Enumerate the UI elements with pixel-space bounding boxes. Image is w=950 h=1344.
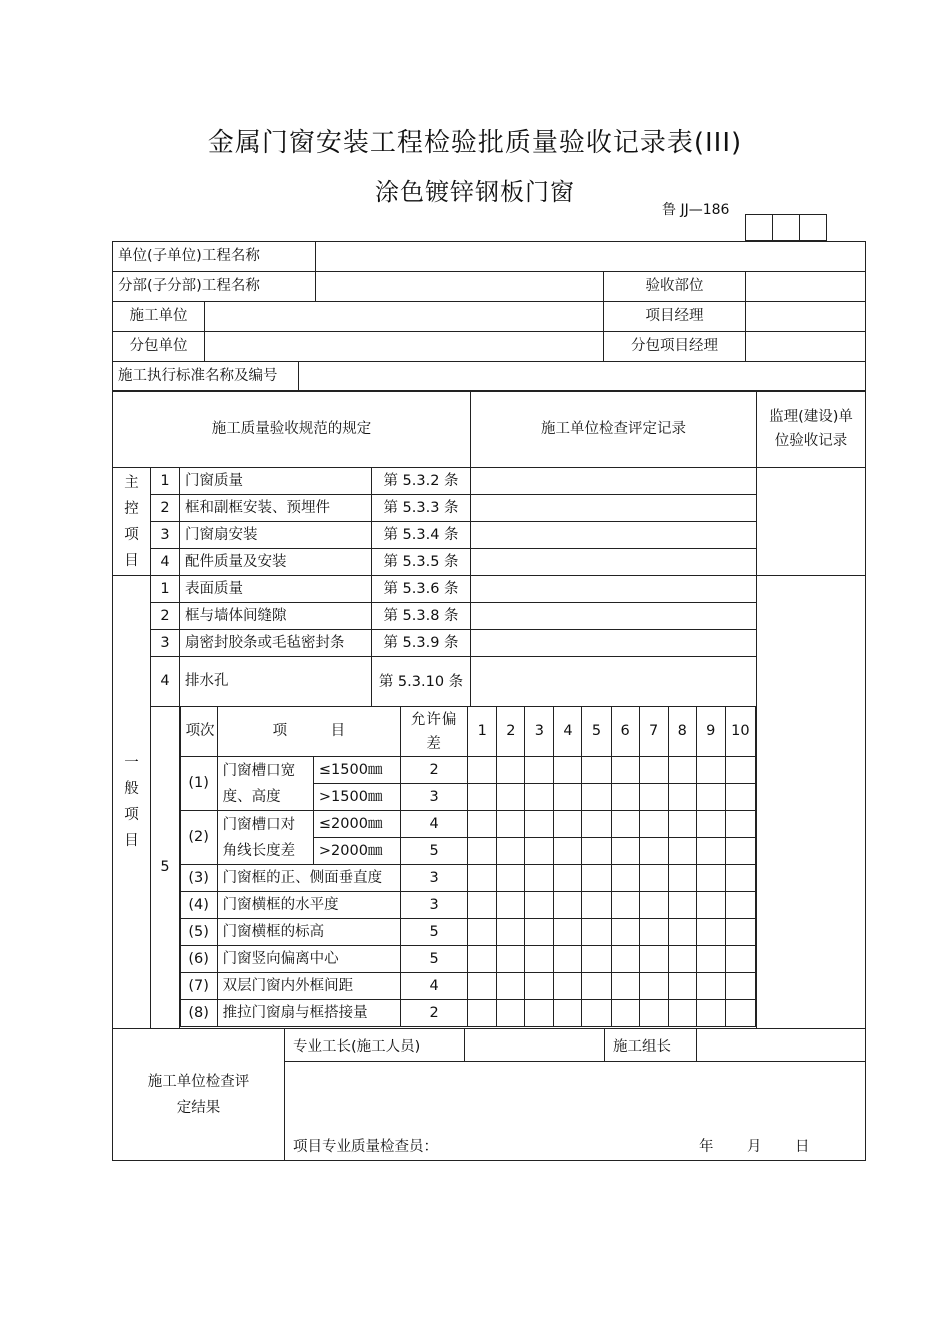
point-cell[interactable] <box>639 811 668 838</box>
point-cell[interactable] <box>639 838 668 865</box>
gen-clause: 第 5.3.8 条 <box>372 603 471 630</box>
point-cell[interactable] <box>639 784 668 811</box>
form-code: 鲁 JJ—186 <box>662 202 730 218</box>
point-cell[interactable] <box>582 784 611 811</box>
tolerance-table <box>150 706 756 1027</box>
point-cell[interactable] <box>725 865 755 892</box>
gen-record[interactable] <box>471 657 757 707</box>
team-leader-value[interactable] <box>697 1029 866 1062</box>
point-cell[interactable] <box>468 757 497 784</box>
point-cell[interactable] <box>525 946 554 973</box>
point-cell[interactable] <box>611 838 639 865</box>
standard-label: 施工执行标准名称及编号 <box>113 362 299 392</box>
sub-tol: 2 <box>401 1000 468 1027</box>
point-cell[interactable] <box>696 892 725 919</box>
point-header: 5 <box>582 707 611 757</box>
construction-unit-label: 施工单位 <box>113 302 205 332</box>
point-cell[interactable] <box>696 946 725 973</box>
point-header: 10 <box>725 707 755 757</box>
point-cell[interactable] <box>696 757 725 784</box>
code-box[interactable] <box>800 215 827 241</box>
day-label: 日 <box>795 1139 810 1155</box>
division-project-value[interactable] <box>316 272 604 302</box>
item5-no: 5 <box>151 707 180 1029</box>
point-cell[interactable] <box>725 757 755 784</box>
point-cell[interactable] <box>639 1000 668 1027</box>
sub-name: 门窗框的正、侧面垂直度 <box>217 865 400 892</box>
point-cell[interactable] <box>468 865 497 892</box>
point-cell[interactable] <box>611 865 639 892</box>
point-cell[interactable] <box>725 1000 755 1027</box>
point-cell[interactable] <box>611 892 639 919</box>
standard-value[interactable] <box>299 362 866 392</box>
point-cell[interactable] <box>582 865 611 892</box>
point-cell[interactable] <box>582 919 611 946</box>
point-cell[interactable] <box>582 946 611 973</box>
gen-clause: 第 5.3.9 条 <box>372 630 471 657</box>
point-header: 9 <box>696 707 725 757</box>
point-cell[interactable] <box>668 892 696 919</box>
subcontract-unit-value[interactable] <box>205 332 604 362</box>
item5-spacer <box>150 707 180 1027</box>
point-header: 1 <box>468 707 497 757</box>
sub-cond: >2000㎜ <box>313 838 400 865</box>
point-cell[interactable] <box>468 919 497 946</box>
point-cell[interactable] <box>639 919 668 946</box>
division-project-label: 分部(子分部)工程名称 <box>113 272 316 302</box>
point-cell[interactable] <box>725 919 755 946</box>
point-cell[interactable] <box>696 838 725 865</box>
mc-clause: 第 5.3.5 条 <box>372 549 471 576</box>
mc-record[interactable] <box>471 468 757 495</box>
sub-seq: (8) <box>180 1000 217 1027</box>
mc-name: 配件质量及安装 <box>180 549 372 576</box>
mc-record[interactable] <box>471 522 757 549</box>
seq-header: 项次 <box>180 707 217 757</box>
point-cell[interactable] <box>497 838 525 865</box>
mc-name: 门窗扇安装 <box>180 522 372 549</box>
point-cell[interactable] <box>611 1000 639 1027</box>
point-cell[interactable] <box>554 973 582 1000</box>
sub-name: 门窗竖向偏离中心 <box>217 946 400 973</box>
point-cell[interactable] <box>668 1000 696 1027</box>
sub-cond: >1500㎜ <box>313 784 400 811</box>
sub-name: 门窗横框的标高 <box>217 919 400 946</box>
point-cell[interactable] <box>725 811 755 838</box>
code-box[interactable] <box>746 215 773 241</box>
point-cell[interactable] <box>668 784 696 811</box>
sub-tol: 3 <box>401 784 468 811</box>
point-cell[interactable] <box>725 892 755 919</box>
sub-name: 推拉门窗扇与框搭接量 <box>217 1000 400 1027</box>
point-cell[interactable] <box>497 973 525 1000</box>
mc-clause: 第 5.3.3 条 <box>372 495 471 522</box>
sub-tol: 4 <box>401 811 468 838</box>
point-cell[interactable] <box>525 919 554 946</box>
point-header: 8 <box>668 707 696 757</box>
sub-cond: ≤1500㎜ <box>313 757 400 784</box>
point-cell[interactable] <box>468 811 497 838</box>
point-cell[interactable] <box>696 811 725 838</box>
sub-tol: 3 <box>401 865 468 892</box>
supervision-header: 监理(建设)单位验收记录 <box>757 391 866 468</box>
point-cell[interactable] <box>668 838 696 865</box>
point-cell[interactable] <box>497 919 525 946</box>
month-label: 月 <box>747 1139 762 1155</box>
point-cell[interactable] <box>611 919 639 946</box>
sub-tol: 5 <box>401 946 468 973</box>
point-cell[interactable] <box>554 757 582 784</box>
tol-row <box>150 973 756 1000</box>
point-cell[interactable] <box>582 838 611 865</box>
point-cell[interactable] <box>611 784 639 811</box>
point-cell[interactable] <box>468 946 497 973</box>
point-cell[interactable] <box>696 784 725 811</box>
point-cell[interactable] <box>639 973 668 1000</box>
sub-tol: 2 <box>401 757 468 784</box>
gen-no: 1 <box>151 576 180 603</box>
tol-row <box>150 919 756 946</box>
point-cell[interactable] <box>696 1000 725 1027</box>
point-cell[interactable] <box>725 784 755 811</box>
gen-name: 框与墙体间缝隙 <box>180 603 372 630</box>
mc-name: 门窗质量 <box>180 468 372 495</box>
inspector-label: 项目专业质量检查员： <box>293 1139 438 1155</box>
result-area[interactable] <box>285 1062 866 1161</box>
year-label: 年 <box>699 1139 714 1155</box>
tol-row <box>150 757 756 784</box>
point-cell[interactable] <box>554 946 582 973</box>
point-cell[interactable] <box>525 838 554 865</box>
gen-record[interactable] <box>471 576 757 603</box>
sub-seq: (6) <box>180 946 217 973</box>
point-cell[interactable] <box>582 892 611 919</box>
record-header: 施工单位检查评定记录 <box>471 391 757 468</box>
point-cell[interactable] <box>554 919 582 946</box>
sub-name: 双层门窗内外框间距 <box>217 973 400 1000</box>
sub-seq: (3) <box>180 865 217 892</box>
point-header: 2 <box>497 707 525 757</box>
mc-no: 1 <box>151 468 180 495</box>
main-control-label: 主控项目 <box>113 468 151 576</box>
sub-tol: 4 <box>401 973 468 1000</box>
gen-record[interactable] <box>471 630 757 657</box>
foreman-label: 专业工长(施工人员) <box>285 1029 465 1062</box>
point-cell[interactable] <box>696 865 725 892</box>
point-cell[interactable] <box>668 811 696 838</box>
gen-no: 3 <box>151 630 180 657</box>
construction-unit-value[interactable] <box>205 302 604 332</box>
point-cell[interactable] <box>525 757 554 784</box>
sub-tol: 5 <box>401 838 468 865</box>
point-cell[interactable] <box>497 946 525 973</box>
unit-project-label: 单位(子单位)工程名称 <box>113 242 316 272</box>
mc-no: 2 <box>151 495 180 522</box>
sub-tol: 3 <box>401 892 468 919</box>
point-cell[interactable] <box>611 946 639 973</box>
point-cell[interactable] <box>639 892 668 919</box>
code-boxes <box>745 214 827 241</box>
acceptance-part-label: 验收部位 <box>604 272 746 302</box>
point-cell[interactable] <box>468 1000 497 1027</box>
sub-name: 门窗槽口宽度、高度 <box>217 757 313 811</box>
point-cell[interactable] <box>725 946 755 973</box>
point-cell[interactable] <box>668 946 696 973</box>
gen-no: 2 <box>151 603 180 630</box>
point-cell[interactable] <box>554 811 582 838</box>
gen-name: 扇密封胶条或毛毡密封条 <box>180 630 372 657</box>
acceptance-part-value[interactable] <box>746 272 866 302</box>
code-box[interactable] <box>773 215 800 241</box>
gen-name: 排水孔 <box>180 657 372 707</box>
point-cell[interactable] <box>525 811 554 838</box>
general-label: 一般项目 <box>113 576 151 1029</box>
tol-row <box>150 811 756 838</box>
point-cell[interactable] <box>582 1000 611 1027</box>
result-table <box>112 1028 866 1161</box>
point-cell[interactable] <box>554 838 582 865</box>
sub-seq: (4) <box>180 892 217 919</box>
point-cell[interactable] <box>582 973 611 1000</box>
mc-no: 3 <box>151 522 180 549</box>
point-cell[interactable] <box>554 892 582 919</box>
point-cell[interactable] <box>696 973 725 1000</box>
point-cell[interactable] <box>611 757 639 784</box>
team-leader-label: 施工组长 <box>605 1029 697 1062</box>
header-table <box>112 241 866 392</box>
point-cell[interactable] <box>497 811 525 838</box>
sub-seq: (2) <box>180 811 217 865</box>
point-cell[interactable] <box>611 811 639 838</box>
point-cell[interactable] <box>639 946 668 973</box>
mc-record[interactable] <box>471 549 757 576</box>
point-cell[interactable] <box>668 973 696 1000</box>
point-header: 6 <box>611 707 639 757</box>
project-manager-label: 项目经理 <box>604 302 746 332</box>
point-cell[interactable] <box>554 865 582 892</box>
gen-clause: 第 5.3.6 条 <box>372 576 471 603</box>
subcontract-manager-label: 分包项目经理 <box>604 332 746 362</box>
point-header: 4 <box>554 707 582 757</box>
point-cell[interactable] <box>668 865 696 892</box>
page-title: 金属门窗安装工程检验批质量验收记录表(III) <box>207 128 743 158</box>
point-cell[interactable] <box>554 1000 582 1027</box>
point-cell[interactable] <box>725 973 755 1000</box>
point-cell[interactable] <box>525 784 554 811</box>
gen-record[interactable] <box>471 603 757 630</box>
mc-record[interactable] <box>471 495 757 522</box>
point-cell[interactable] <box>525 865 554 892</box>
point-cell[interactable] <box>611 973 639 1000</box>
sub-tol: 5 <box>401 919 468 946</box>
sub-cond: ≤2000㎜ <box>313 811 400 838</box>
mc-clause: 第 5.3.2 条 <box>372 468 471 495</box>
project-manager-value[interactable] <box>746 302 866 332</box>
point-cell[interactable] <box>497 784 525 811</box>
mc-no: 4 <box>151 549 180 576</box>
point-cell[interactable] <box>468 973 497 1000</box>
point-cell[interactable] <box>639 757 668 784</box>
tolerance-header: 允许偏差 <box>401 707 468 757</box>
mc-name: 框和副框安装、预埋件 <box>180 495 372 522</box>
subcontract-unit-label: 分包单位 <box>113 332 205 362</box>
point-cell[interactable] <box>668 919 696 946</box>
point-cell[interactable] <box>497 757 525 784</box>
sub-seq: (5) <box>180 919 217 946</box>
point-cell[interactable] <box>525 973 554 1000</box>
mc-clause: 第 5.3.4 条 <box>372 522 471 549</box>
point-header: 3 <box>525 707 554 757</box>
point-cell[interactable] <box>468 784 497 811</box>
unit-project-value[interactable] <box>316 242 866 272</box>
point-cell[interactable] <box>497 865 525 892</box>
gen-clause: 第 5.3.10 条 <box>372 657 471 707</box>
item-header: 项 目 <box>217 707 400 757</box>
sub-name: 门窗横框的水平度 <box>217 892 400 919</box>
point-cell[interactable] <box>582 757 611 784</box>
gen-name: 表面质量 <box>180 576 372 603</box>
point-cell[interactable] <box>525 1000 554 1027</box>
tol-row <box>150 946 756 973</box>
point-header: 7 <box>639 707 668 757</box>
subcontract-manager-value[interactable] <box>746 332 866 362</box>
point-cell[interactable] <box>639 865 668 892</box>
sub-seq: (7) <box>180 973 217 1000</box>
gen-no: 4 <box>151 657 180 707</box>
point-cell[interactable] <box>725 838 755 865</box>
point-cell[interactable] <box>668 757 696 784</box>
mc-supervision[interactable] <box>757 468 866 576</box>
tol-row <box>150 1000 756 1027</box>
gen-supervision[interactable] <box>757 576 866 1029</box>
point-cell[interactable] <box>468 892 497 919</box>
point-cell[interactable] <box>525 892 554 919</box>
foreman-value[interactable] <box>465 1029 605 1062</box>
point-cell[interactable] <box>696 919 725 946</box>
spec-header: 施工质量验收规范的规定 <box>113 391 471 468</box>
tol-row <box>150 865 756 892</box>
result-label: 施工单位检查评定结果 <box>113 1029 285 1161</box>
tol-row <box>150 892 756 919</box>
point-cell[interactable] <box>554 784 582 811</box>
sub-seq: (1) <box>180 757 217 811</box>
point-cell[interactable] <box>497 892 525 919</box>
point-cell[interactable] <box>582 811 611 838</box>
point-cell[interactable] <box>468 838 497 865</box>
point-cell[interactable] <box>497 1000 525 1027</box>
page-subtitle: 涂色镀锌钢板门窗 <box>375 178 575 206</box>
sub-name: 门窗槽口对角线长度差 <box>217 811 313 865</box>
